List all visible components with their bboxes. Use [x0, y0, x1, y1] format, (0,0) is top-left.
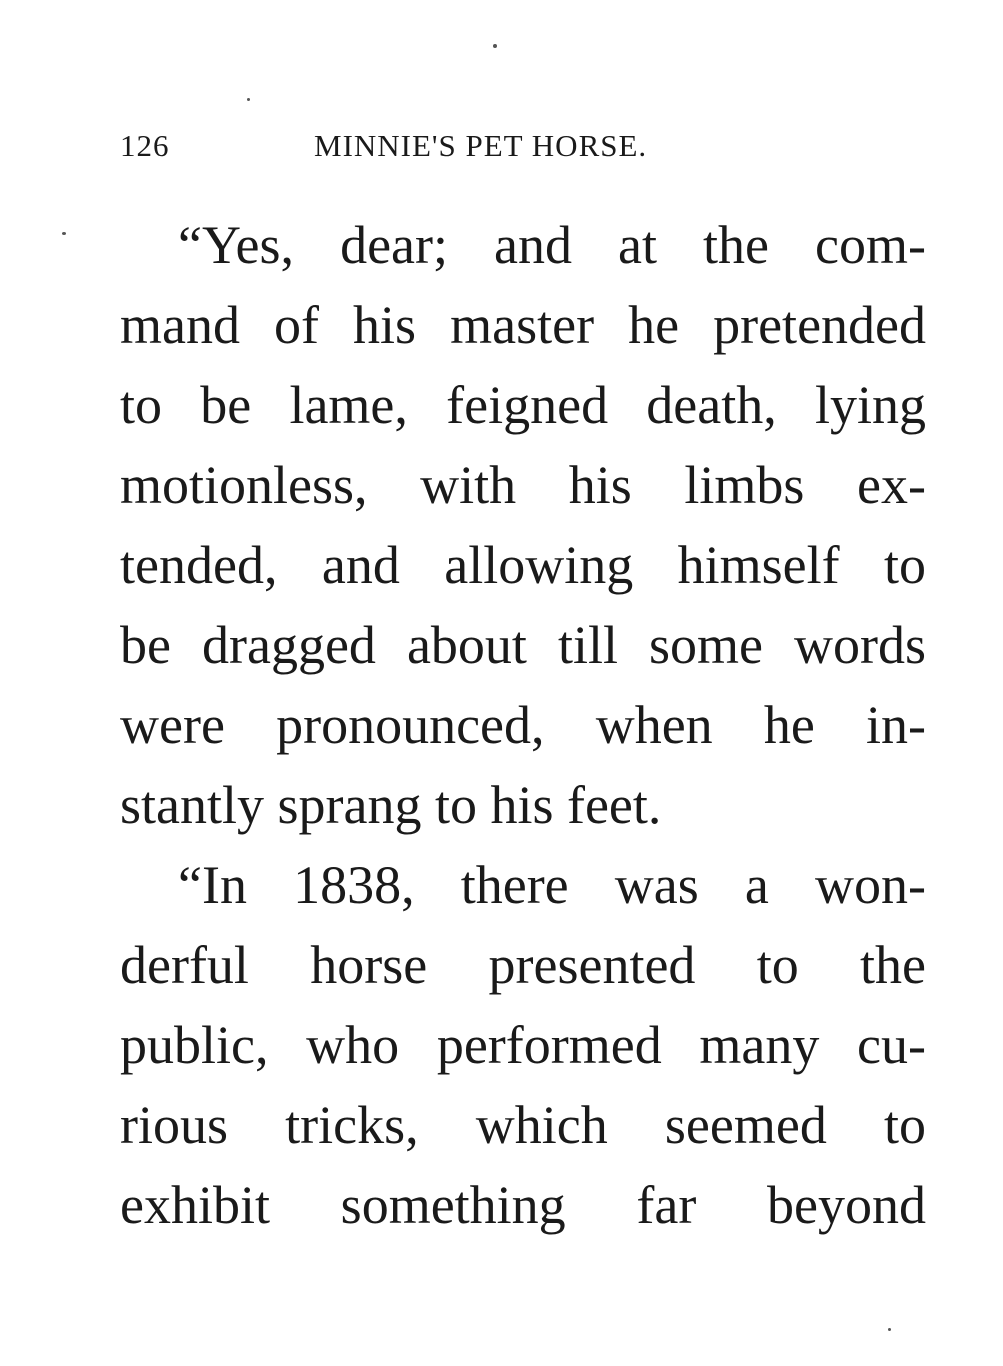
body-text — [120, 205, 926, 1245]
text-line: derful horse presented to the — [120, 935, 926, 995]
text-line: tended, and allowing himself to — [120, 535, 926, 595]
scan-speck — [493, 44, 497, 48]
scan-speck — [62, 232, 66, 235]
text-line: public, who performed many cu- — [120, 1015, 926, 1075]
text-line: to be lame, feigned death, lying — [120, 375, 926, 435]
text-line: exhibit something far beyond — [120, 1175, 926, 1235]
scan-speck — [888, 1328, 891, 1331]
text-line: were pronounced, when he in- — [120, 695, 926, 755]
text-line: stantly sprang to his feet. — [120, 775, 662, 835]
text-line: rious tricks, which seemed to — [120, 1095, 926, 1155]
text-line: mand of his master he pretended — [120, 295, 926, 355]
page-number: 126 — [120, 128, 170, 163]
running-head — [120, 128, 740, 168]
text-line: be dragged about till some words — [120, 615, 926, 675]
paragraph — [120, 205, 926, 845]
text-line: “In 1838, there was a won- — [178, 855, 926, 915]
paragraph — [120, 845, 926, 1245]
text-line: “Yes, dear; and at the com- — [178, 215, 926, 275]
scan-speck — [247, 98, 250, 101]
running-title: MINNIE'S PET HORSE. — [314, 128, 648, 163]
text-line: motionless, with his limbs ex- — [120, 455, 926, 515]
